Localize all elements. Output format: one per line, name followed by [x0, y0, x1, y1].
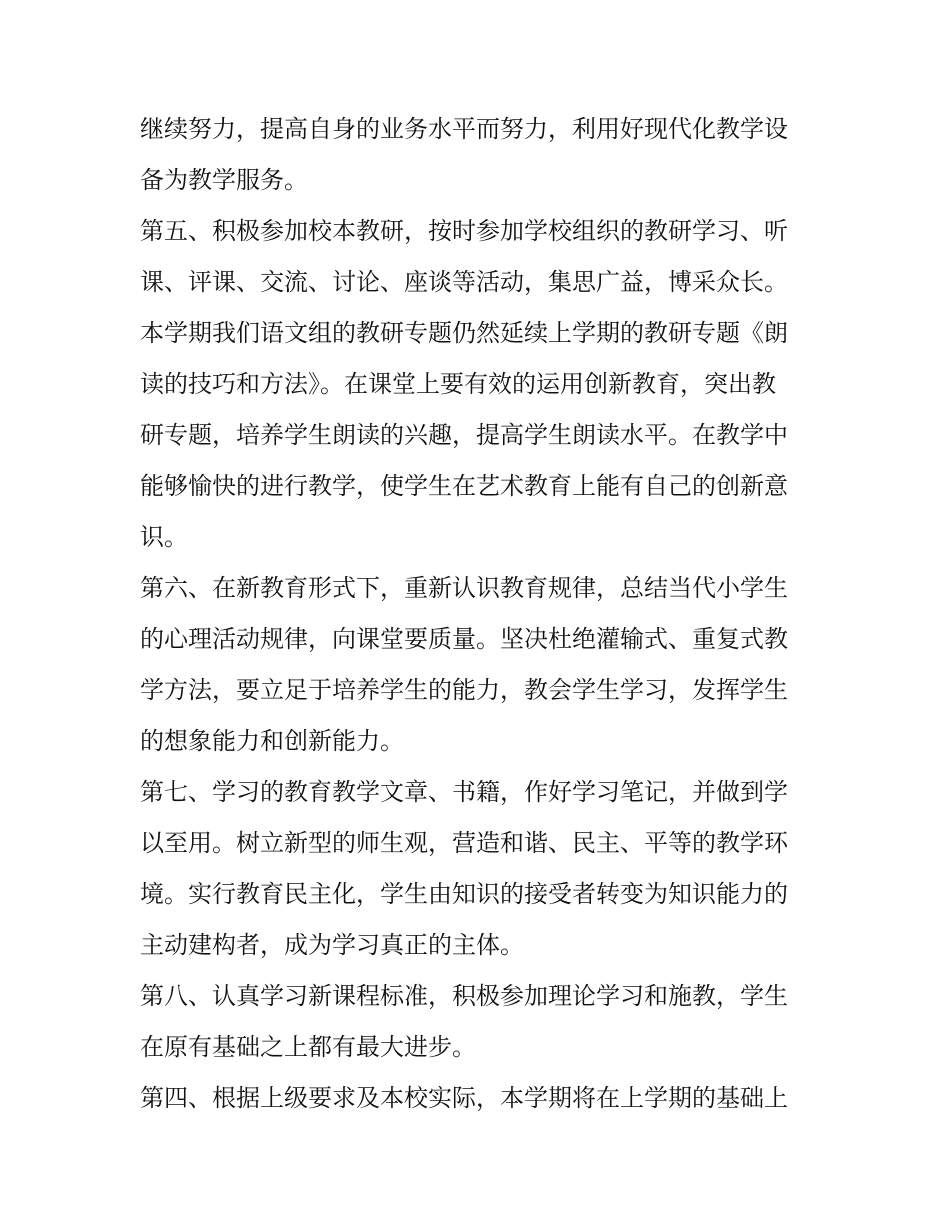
text-line: 的想象能力和创新能力。: [140, 727, 404, 755]
text-line: 读的技巧和方法》。在课堂上要有效的运用创新教育，突出教: [140, 370, 776, 398]
text-line: 第八、认真学习新课程标准，积极参加理论学习和施教，学生: [140, 982, 788, 1010]
text-line: 主动建构者，成为学习真正的主体。: [140, 931, 524, 959]
text-line: 研专题，培养学生朗读的兴趣，提高学生朗读水平。在教学中: [140, 421, 788, 449]
paragraph: [140, 206, 812, 563]
text-line: 的心理活动规律，向课堂要质量。坚决杜绝灌输式、重复式教: [140, 625, 788, 653]
text-line: 识。: [140, 523, 188, 551]
text-line: 继续努力，提高自身的业务水平而努力，利用好现代化教学设: [140, 115, 788, 143]
body-text: [140, 104, 812, 1124]
text-line: 学方法，要立足于培养学生的能力，教会学生学习，发挥学生: [140, 676, 788, 704]
paragraph: [140, 1073, 812, 1124]
text-line: 能够愉快的进行教学，使学生在艺术教育上能有自己的创新意: [140, 472, 788, 500]
paragraph: [140, 563, 812, 767]
text-line: 本学期我们语文组的教研专题仍然延续上学期的教研专题《朗: [140, 319, 788, 347]
paragraph: [140, 971, 812, 1073]
text-line: 第六、在新教育形式下，重新认识教育规律，总结当代小学生: [140, 574, 788, 602]
text-line: 第七、学习的教育教学文章、书籍，作好学习笔记，并做到学: [140, 778, 788, 806]
text-line: 备为教学服务。: [140, 166, 308, 194]
paragraph: [140, 104, 812, 206]
text-line: 境。实行教育民主化，学生由知识的接受者转变为知识能力的: [140, 880, 788, 908]
text-line: 第五、积极参加校本教研，按时参加学校组织的教研学习、听: [140, 217, 788, 245]
text-line: 课、评课、交流、讨论、座谈等活动，集思广益，博采众长。: [140, 268, 788, 296]
text-line: 在原有基础之上都有最大进步。: [140, 1033, 476, 1061]
text-line: 以至用。树立新型的师生观，营造和谐、民主、平等的教学环: [140, 829, 788, 857]
paragraph: [140, 767, 812, 971]
text-line: 第四、根据上级要求及本校实际，本学期将在上学期的基础上: [140, 1084, 788, 1112]
